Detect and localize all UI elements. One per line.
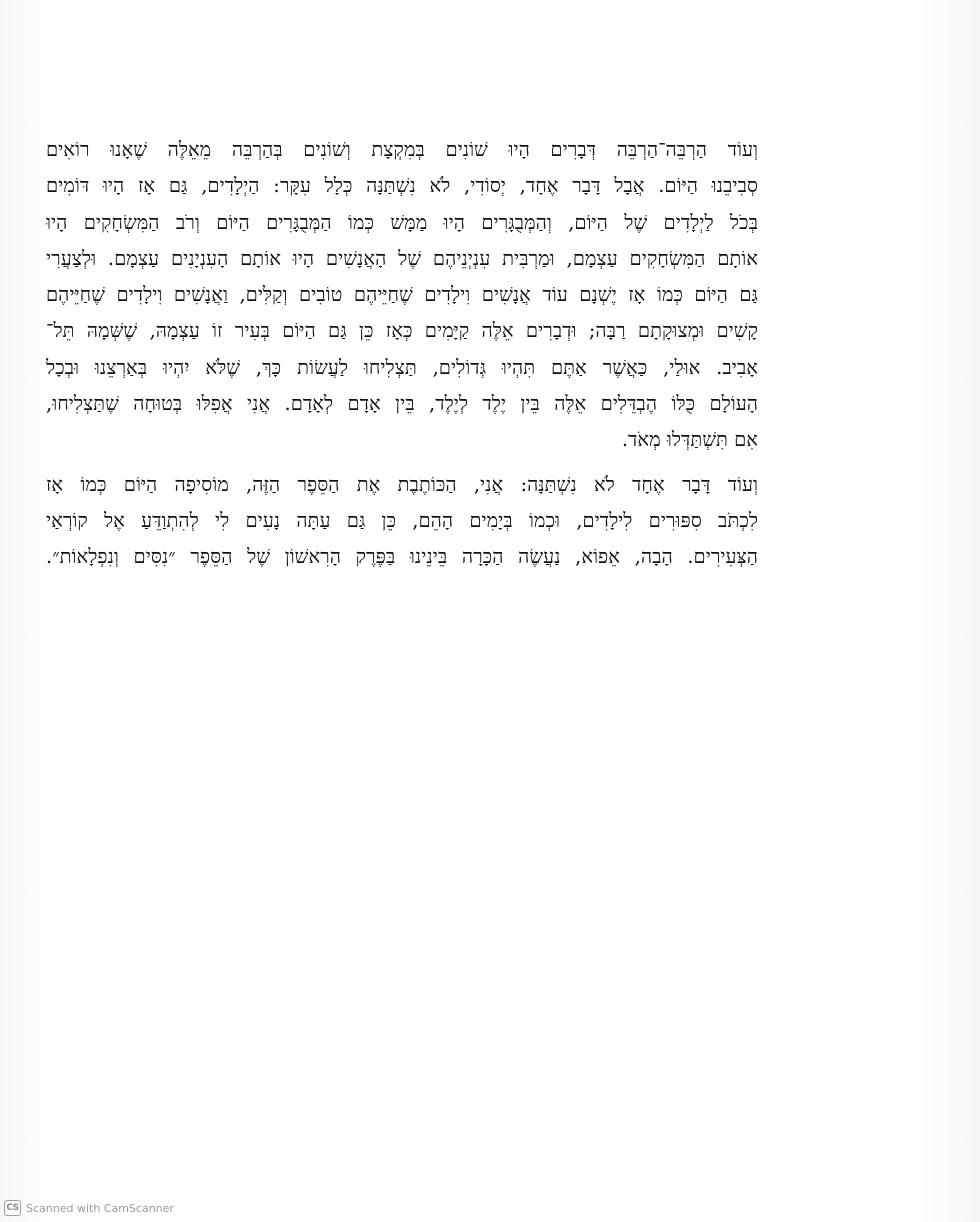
body-text	[46, 132, 758, 576]
paragraph-line: וְעוֹד הַרְבֵּה־הַרְבֵּה דְּבָרִים הָיוּ שׁוֹנִים בְּמִקְצָת וְשׁוֹנִים בְּהַרְבֵּה מֵאֵלֶּה שֶׁאָנוּ רוֹאִים	[46, 138, 758, 161]
paragraph-line: הַצְּעִירִים. הָבָה, אֵפוֹא, נַעֲשֶׂה הַכָּרָה בֵּינֵינוּ בַּפֶּרֶק הָרִאשׁוֹן שֶׁל הַסֵּפֶר ״נִסִּים וְנִפְלָאוֹת״.	[46, 545, 758, 569]
paragraph-line: וְעוֹד דָּבָר אֶחָד לֹא נִשְׁתַּנָּה: אֲנִי, הַכּוֹתֶבֶת אֶת הַסֵּפֶר הַזֶּה, מוֹסִיפָה הַיּוֹם כְּמוֹ אָז	[46, 472, 758, 496]
paragraph-line: אָבִיב. אוּלַי, כַּאֲשֶׁר אַתֶּם תִּהְיוּ גְּדוֹלִים, תַּצְלִיחוּ לַעֲשׂוֹת כָּךְ, שֶׁלֹּא יִהְיוּ בְּאַרְצֵנוּ וּבְכָל	[46, 355, 758, 379]
paragraph-1	[46, 132, 758, 459]
watermark-label: Scanned with CamScanner	[26, 1201, 174, 1215]
scanner-watermark	[4, 1199, 174, 1217]
camscanner-logo-icon: CS	[4, 1200, 21, 1216]
paragraph-line: אוֹתָם הַמִּשְׂחָקִים עַצְמָם, וּמַרְבִּית עִנְיְנֵיהֶם שֶׁל הָאֲנָשִׁים הָיוּ אוֹתָם הָעִנְיָנִים עַצְמָם. וּלְצַעֲרִי	[46, 246, 758, 270]
paragraph-line: גַּם הַיּוֹם כְּמוֹ אָז יֶשְׁנָם עוֹד אֲנָשִׁים וִילָדִים שֶׁחַיֵּיהֶם טוֹבִים וְקַלִּים, וַאֲנָשִׁים וִילָדִים שֶׁחַיֵּיהֶם	[46, 283, 758, 307]
paragraph-line: הָעוֹלָם כֻּלּוֹ הֶבְדֵּלִים אֵלֶּה בֵּין יֶלֶד לְיֶלֶד, בֵּין אָדָם לְאָדָם. אֲנִי אֲפִלּוּ בְּטוּחָה שֶׁתַּצְלִיחוּ,	[46, 392, 758, 416]
paragraph-line: לִכְתֹּב סִפּוּרִים לִילָדִים, וּכְמוֹ בְּיָמִים הָהֵם, כֵּן גַּם עַתָּה נָעִים לִי לְהִתְוַדֵּעַ אֶל קוֹרְאַי	[46, 508, 758, 532]
paragraph-line: בְּכֹל לַיְלָדִים שֶׁל הַיּוֹם, וְהַמְּבֻגָּרִים הָיוּ מַמָּשׁ כְּמוֹ הַמְּבֻגָּרִים הַיּוֹם וְרֹב הַמִּשְׂחָקִים הָיוּ	[46, 210, 758, 234]
paragraph-2	[46, 467, 758, 576]
paragraph-line: קָשִׁים וּמְצוּקָתָם רַבָּה; וּדְבָרִים אֵלֶּה קַיָּמִים כְּאָז כֵּן גַּם הַיּוֹם בְּעִיר זוֹ עַצְמָהּ, שֶׁשְּׁמָהּ תֵּל־	[46, 319, 758, 343]
paragraph-line: סְבִיבֵנוּ הַיּוֹם. אֲבָל דָּבָר אֶחָד, יְסוֹדִי, לֹא נִשְׁתַּנָּה כְּלָל עִקָּר: הַיְלָדִים, גַּם אָז הָיוּ דּוֹמִים	[46, 174, 758, 198]
paragraph-line: אִם תִּשְׁתַּדְּלוּ מְאֹד.	[621, 428, 758, 452]
paragraph-spacer	[46, 459, 758, 467]
